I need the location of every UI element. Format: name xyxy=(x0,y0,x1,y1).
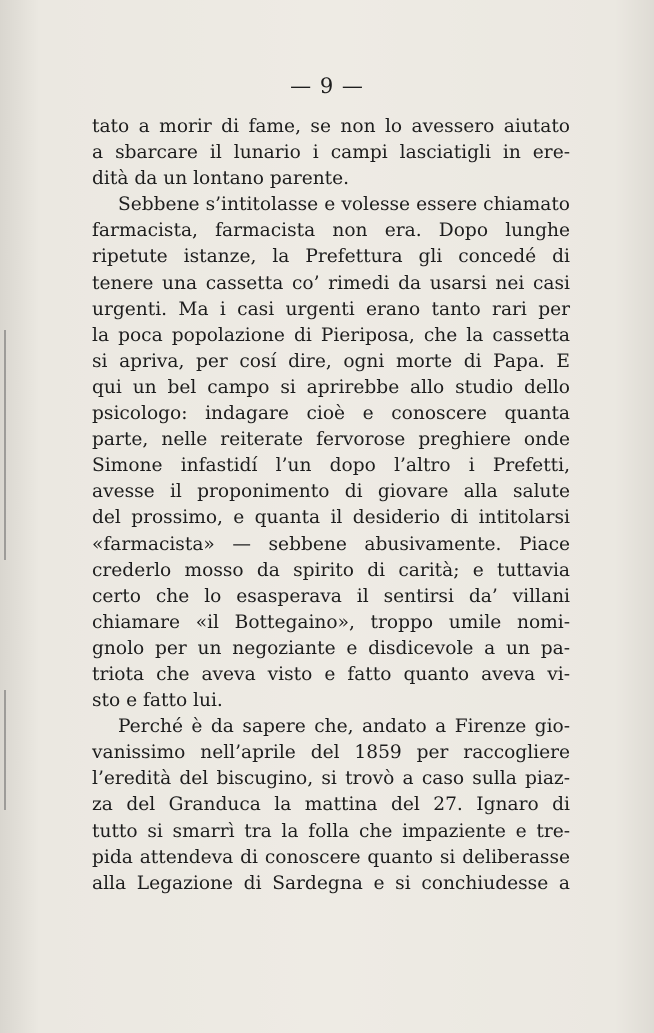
text-line: «farmacista» — sebbene abusivamente. Piace xyxy=(92,533,570,555)
text-line: dità da un lontano parente. xyxy=(92,168,350,190)
text-line: chiamare «il Bottegaino», troppo umile nomi- xyxy=(92,611,570,633)
text-line: tato a morir di fame, se non lo avessero aiutato xyxy=(92,116,570,137)
page-edge-shadow xyxy=(4,690,6,810)
text-line: sto e fatto lui. xyxy=(92,690,223,712)
text-line: gnolo per un negoziante e disdicevole a un pa- xyxy=(92,637,570,659)
text-line: psicologo: indagare cioè e conoscere quanta xyxy=(92,403,570,425)
text-line: Simone infastidí l’un dopo l’altro i Prefetti, xyxy=(92,455,570,477)
text-line: certo che lo esasperava il sentirsi da’ villani xyxy=(92,585,570,607)
text-line: parte, nelle reiterate fervorose preghiere onde xyxy=(92,429,570,451)
text-line: urgenti. Ma i casi urgenti erano tanto rari per xyxy=(92,298,570,320)
text-line: alla Legazione di Sardegna e si conchiudesse a xyxy=(92,872,570,894)
text-line: Perché è da sapere che, andato a Firenze gio- xyxy=(118,716,570,738)
text-line: qui un bel campo si aprirebbe allo studio dello xyxy=(92,376,570,398)
page-edge-shadow xyxy=(4,330,6,560)
text-line: ripetute istanze, la Prefettura gli concedé di xyxy=(92,246,570,268)
text-line: crederlo mosso da spirito di carità; e tuttavia xyxy=(92,559,570,581)
text-line: tutto si smarrì tra la folla che impaziente e tre- xyxy=(92,820,570,842)
text-line: l’eredità del biscugino, si trovò a caso sulla piaz- xyxy=(92,768,570,790)
text-line: a sbarcare il lunario i campi lasciatigli in ere- xyxy=(92,142,570,164)
text-line: avesse il proponimento di giovare alla salute xyxy=(92,481,570,503)
text-line: pida attendeva di conoscere quanto si deliberasse xyxy=(92,846,570,868)
text-line: farmacista, farmacista non era. Dopo lunghe xyxy=(92,220,570,242)
text-line: la poca popolazione di Pieriposa, che la cassetta xyxy=(92,324,570,346)
text-line: triota che aveva visto e fatto quanto aveva vi- xyxy=(92,663,570,685)
text-line: tenere una cassetta co’ rimedi da usarsi nei casi xyxy=(92,272,570,294)
text-line: si apriva, per cosí dire, ogni morte di Papa. E xyxy=(92,350,570,372)
page-number: — 9 — xyxy=(290,74,364,98)
text-line: za del Granduca la mattina del 27. Ignaro di xyxy=(92,794,570,816)
text-line: Sebbene s’intitolasse e volesse essere chiamato xyxy=(118,194,570,216)
text-line: del prossimo, e quanta il desiderio di intitolarsi xyxy=(92,507,570,529)
body-text xyxy=(92,114,570,897)
text-line: vanissimo nell’aprile del 1859 per raccogliere xyxy=(92,742,570,764)
